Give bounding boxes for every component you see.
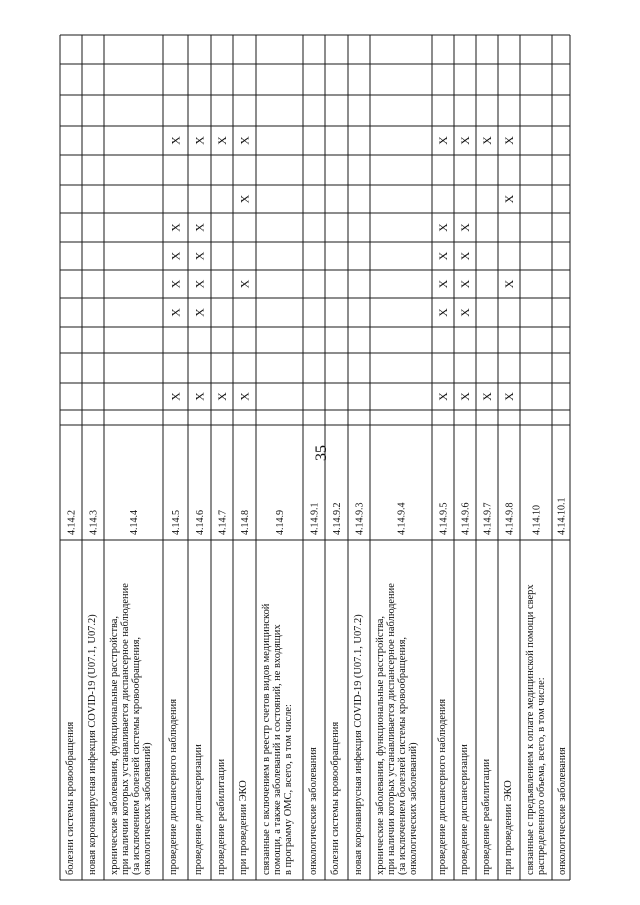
cell-mark: X [215,136,229,145]
row-label: (за исключением болезней системы кровообращения, [396,636,408,875]
row-label: проведение диспансеризации [192,744,204,875]
cell-mark: X [237,136,252,145]
cell-mark: X [436,136,450,145]
table-row [261,510,294,875]
cell-mark: X [237,194,252,204]
row-label: проведение диспансерного наблюдения [436,699,448,875]
cell-mark: X [192,392,207,401]
row-label: хронические заболевания, функциональные расстройства, [374,615,386,875]
cell-mark: X [502,279,516,289]
row-label: проведение реабилитации [480,758,492,875]
row-code: 4.14.9.3 [354,502,366,535]
table-row [375,503,419,876]
table-row [525,505,547,875]
table-row [480,136,494,875]
row-label: помощи, а также заболеваний и состояний, не входящих [271,624,283,875]
row-label: новая коронавирусная инфекция COVID-19 (U07.1, U07.2) [86,614,98,875]
row-label: при наличии которых устанавливается диспансерное наблюдение [119,583,131,875]
table-row [330,503,343,876]
row-code: 4.14.9.1 [309,502,321,535]
cell-mark: X [192,223,207,232]
cell-mark: X [168,251,183,261]
row-code: 4.14.4 [129,510,140,535]
row-code: 4.14.2 [66,510,78,535]
row-code: 4.14.3 [88,510,100,535]
cell-mark: X [502,392,516,401]
row-code: 4.14.7 [217,510,229,535]
table-row [458,136,472,875]
row-label: новая коронавирусная инфекция COVID-19 (U07.1, U07.2) [352,614,364,875]
table-row [557,498,568,876]
table-row [238,136,252,875]
row-code: 4.14.10 [531,505,543,535]
cell-mark: X [458,251,472,261]
row-code: 4.14.6 [195,510,206,535]
cell-mark: X [436,392,450,401]
cell-mark: X [237,279,252,289]
cell-mark: X [458,279,472,289]
table-row [308,503,321,876]
table-row [353,503,366,876]
row-code: 4.14.9.4 [396,502,408,535]
row-label: распределенного объема, всего, в том числе: [535,677,547,875]
table-row [215,136,229,875]
cell-mark: X [458,136,472,145]
row-code: 4.14.5 [171,510,182,535]
table-row [109,510,153,875]
cell-mark: X [458,223,472,232]
cell-mark: X [192,136,207,145]
row-code: 4.14.9.7 [482,502,494,535]
row-code: 4.14.10.1 [556,497,568,535]
row-label: (за исключением болезней системы кровообращения, [130,636,142,875]
cell-mark: X [436,308,450,317]
row-code: 4.14.9 [275,510,286,535]
cell-mark: X [192,251,207,261]
table-row [168,136,183,875]
cell-mark: X [192,279,207,289]
cell-mark: X [436,279,450,289]
cell-mark: X [215,392,229,401]
cell-mark: X [502,194,516,204]
cell-mark: X [436,251,450,261]
cell-mark: X [480,392,494,401]
row-label: онкологических заболеваний) [141,742,153,875]
table-row [193,136,207,875]
cell-mark: X [192,308,207,317]
cell-mark: X [168,279,183,289]
row-label: онкологических заболеваний) [407,742,419,875]
row-label: болезни системы кровообращения [64,721,76,875]
row-code: 4.14.9.5 [438,502,450,535]
cell-mark: X [168,392,183,401]
row-label: проведение реабилитации [215,758,227,875]
cell-mark: X [168,136,183,145]
row-label: онкологические заболевания [556,747,568,875]
table-row [87,510,100,875]
row-label: в программу ОМС, всего, в том числе: [282,704,294,875]
row-label: болезни системы кровообращения [329,721,341,875]
row-code: 4.14.8 [240,510,251,535]
cell-mark: X [436,223,450,232]
row-label: онкологические заболевания [307,747,319,875]
page-number: 35 [313,445,330,461]
cell-mark: X [458,308,472,317]
row-label: при наличии которых устанавливается диспансерное наблюдение [385,583,397,875]
row-label: при проведении ЭКО [502,780,514,875]
cell-mark: X [168,308,183,317]
cell-mark: X [502,136,516,145]
row-label: связанные с предъявлением к оплате медицинской помощи сверх [524,584,536,875]
table-row [65,510,78,875]
row-label: проведение диспансерного наблюдения [167,699,179,875]
row-label: хронические заболевания, функциональные расстройства, [108,615,120,875]
row-code: 4.14.9.6 [460,502,472,535]
cell-mark: X [480,136,494,145]
cell-mark: X [237,392,252,401]
cell-mark: X [458,392,472,401]
table-row [436,136,450,875]
row-code: 4.14.9.8 [504,502,516,535]
row-label: связанные с включением в реестр счетов видов медицинской [260,603,272,875]
cell-mark: X [168,223,183,232]
row-code: 4.14.9.2 [332,502,343,535]
row-label: при проведении ЭКО [237,780,249,875]
table-row [502,136,516,875]
row-label: проведение диспансеризации [458,744,470,875]
